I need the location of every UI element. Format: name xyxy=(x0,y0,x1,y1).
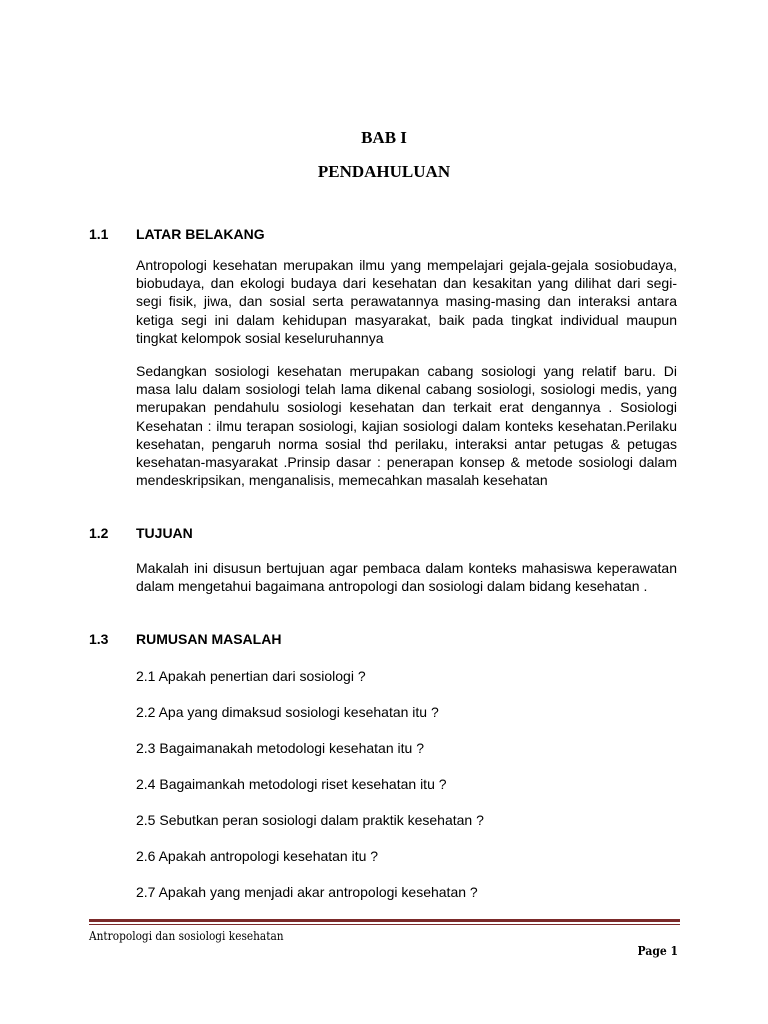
paragraph: Sedangkan sosiologi kesehatan merupakan cabang sosiologi yang relatif baru. Di masa lalu dalam sosiologi telah lama dikenal cabang sosiologi, sosiologi medis, yang merupakan pendahulu sosiologi kesehatan dan terkait erat dengannya . Sosiologi Kesehatan : ilmu terapan sosiologi, kajian sosiologi dalam konteks kesehatan.Perilaku kesehatan, pengaruh norma sosial thd perilaku, interaksi antar petugas & petugas kesehatan-masyarakat .Prinsip dasar : penerapan konsep & metode sosiologi dalam mendeskripsikan, menganalisis, memecahkan masalah kesehatan xyxy=(136,363,677,489)
chapter-number: BAB I xyxy=(361,128,407,147)
list-item: 2.7 Apakah yang menjadi akar antropologi kesehatan ? xyxy=(136,884,478,900)
list-item: 2.6 Apakah antropologi kesehatan itu ? xyxy=(136,848,379,864)
list-item: 2.2 Apa yang dimaksud sosiologi kesehatan itu ? xyxy=(136,704,439,720)
section-title: TUJUAN xyxy=(136,525,193,541)
page-number: Page 1 xyxy=(637,944,678,958)
section-number: 1.1 xyxy=(89,226,109,242)
footer-title: Antropologi dan sosiologi kesehatan xyxy=(89,929,284,943)
list-item: 2.5 Sebutkan peran sosiologi dalam praktik kesehatan ? xyxy=(136,812,484,828)
list-item: 2.1 Apakah penertian dari sosiologi ? xyxy=(136,668,366,684)
chapter-title: PENDAHULUAN xyxy=(317,162,451,181)
section-title: RUMUSAN MASALAH xyxy=(136,631,282,647)
section-title: LATAR BELAKANG xyxy=(136,226,265,242)
footer-divider xyxy=(89,919,680,922)
footer-divider-thin xyxy=(89,924,680,925)
list-item: 2.4 Bagaimankah metodologi riset kesehatan itu ? xyxy=(136,776,447,792)
section-number: 1.2 xyxy=(89,525,109,541)
list-item: 2.3 Bagaimanakah metodologi kesehatan itu ? xyxy=(136,740,424,756)
paragraph: Makalah ini disusun bertujuan agar pembaca dalam konteks mahasiswa keperawatan dalam mengetahui bagaimana antropologi dan sosiologi dalam bidang kesehatan . xyxy=(136,560,677,595)
paragraph: Antropologi kesehatan merupakan ilmu yang mempelajari gejala-gejala sosiobudaya, biobudaya, dan ekologi budaya dari kesehatan dan kesakitan yang dilihat dari segi-segi fisik, jiwa, dan sosial serta perawatannya masing-masing dan interaksi antara ketiga segi ini dalam kehidupan masyarakat, baik pada tingkat individual maupun tingkat kelompok sosial keseluruhannya xyxy=(136,257,677,346)
section-number: 1.3 xyxy=(89,631,109,647)
